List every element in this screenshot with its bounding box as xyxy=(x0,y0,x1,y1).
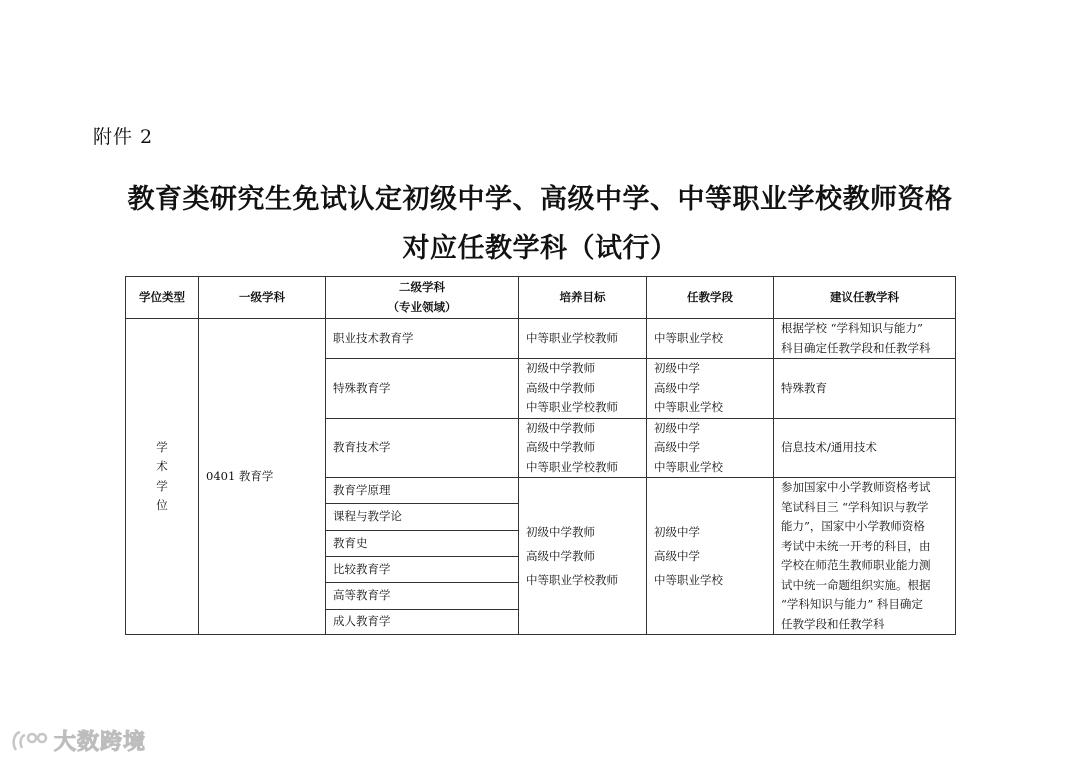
suggested-subject-line: 参加国家中小学教师资格考试 xyxy=(781,480,931,494)
second-discipline-cell: 成人教育学 xyxy=(326,609,519,634)
suggested-subject-cell xyxy=(774,319,956,359)
watermark-logo-icon xyxy=(10,726,50,756)
suggested-subject-line: 特殊教育 xyxy=(781,380,827,395)
training-goal-cell xyxy=(519,418,647,478)
training-goal-cell xyxy=(519,319,647,359)
watermark-text: 大数跨境 xyxy=(54,730,147,755)
training-goal-line: 初级中学教师 xyxy=(526,525,595,539)
suggested-subject-line: 学校在师范生教师职业能力测 xyxy=(781,558,931,572)
teaching-level-line: 中等职业学校 xyxy=(654,459,723,474)
header-training-goal: 培养目标 xyxy=(519,277,647,319)
document-title-line-1: 教育类研究生免试认定初级中学、高级中学、中等职业学校教师资格 xyxy=(127,184,953,215)
header-suggested-subject: 建议任教学科 xyxy=(774,277,956,319)
teaching-level-line: 中等职业学校 xyxy=(654,330,723,345)
table-row xyxy=(126,319,956,359)
training-goal-line: 初级中学教师 xyxy=(526,420,595,435)
teaching-level-line: 初级中学 xyxy=(654,420,700,435)
degree-type-char: 术 xyxy=(156,459,168,473)
suggested-subject-line: “学科知识与能力” 科目确定 xyxy=(781,597,923,611)
teaching-level-line: 高级中学 xyxy=(654,549,700,563)
training-goal-line: 中等职业学校教师 xyxy=(526,459,618,474)
training-goal-cell xyxy=(519,359,647,419)
header-degree-type: 学位类型 xyxy=(126,277,199,319)
second-discipline-cell: 教育技术学 xyxy=(326,418,519,478)
second-discipline-cell: 课程与教学论 xyxy=(326,504,519,530)
degree-type-char: 学 xyxy=(156,439,168,454)
training-goal-line: 高级中学教师 xyxy=(526,549,595,563)
suggested-subject-cell xyxy=(774,359,956,419)
header-second-discipline-sub: （专业领域） xyxy=(387,299,457,314)
header-teaching-level: 任教学段 xyxy=(647,277,774,319)
teaching-level-cell xyxy=(647,359,774,419)
teaching-level-line: 高级中学 xyxy=(654,380,700,395)
training-goal-line: 中等职业学校教师 xyxy=(526,330,618,345)
first-discipline-cell: 0401 教育学 xyxy=(199,319,326,635)
header-second-discipline-label: 二级学科 xyxy=(399,280,445,294)
subject-table xyxy=(125,276,956,635)
suggested-subject-cell xyxy=(774,478,956,635)
attachment-label: 附件 2 xyxy=(93,126,154,148)
suggested-subject-line: 根据学校 “学科知识与能力” xyxy=(781,321,923,335)
second-discipline-cell: 高等教育学 xyxy=(326,583,519,609)
table-header-row xyxy=(126,277,956,319)
suggested-subject-line: 任教学段和任教学科 xyxy=(781,616,885,631)
training-goal-line: 高级中学教师 xyxy=(526,440,595,454)
watermark xyxy=(10,725,146,756)
second-discipline-cell: 比较教育学 xyxy=(326,556,519,582)
training-goal-line: 初级中学教师 xyxy=(526,361,595,375)
degree-type-char: 学 xyxy=(156,478,168,493)
document-title-line-2: 对应任教学科（试行） xyxy=(402,233,678,264)
teaching-level-line: 高级中学 xyxy=(654,440,700,454)
suggested-subject-line: 信息技术/通用技术 xyxy=(781,440,877,454)
suggested-subject-line: 科目确定任教学段和任教学科 xyxy=(781,340,931,355)
suggested-subject-line: 能力”，国家中小学教师资格 xyxy=(781,519,925,533)
suggested-subject-line: 试中统一命题组织实施。根据 xyxy=(781,577,931,592)
suggested-subject-cell xyxy=(774,418,956,478)
teaching-level-line: 中等职业学校 xyxy=(654,573,723,587)
teaching-level-cell xyxy=(647,478,774,635)
second-discipline-cell: 教育史 xyxy=(326,530,519,556)
second-discipline-cell: 特殊教育学 xyxy=(326,359,519,419)
training-goal-cell xyxy=(519,478,647,635)
suggested-subject-line: 笔试科目三 “学科知识与教学 xyxy=(781,499,929,514)
teaching-level-cell xyxy=(647,319,774,359)
degree-type-cell xyxy=(126,319,199,635)
training-goal-line: 高级中学教师 xyxy=(526,380,595,395)
header-second-discipline xyxy=(326,277,519,319)
second-discipline-cell: 职业技术教育学 xyxy=(326,319,519,359)
teaching-level-line: 初级中学 xyxy=(654,525,700,539)
suggested-subject-line: 考试中未统一开考的科目，由 xyxy=(781,538,931,553)
teaching-level-line: 中等职业学校 xyxy=(654,400,723,414)
teaching-level-cell xyxy=(647,418,774,478)
second-discipline-cell: 教育学原理 xyxy=(326,478,519,504)
training-goal-line: 中等职业学校教师 xyxy=(526,400,618,414)
degree-type-char: 位 xyxy=(156,498,168,512)
training-goal-line: 中等职业学校教师 xyxy=(526,573,618,587)
teaching-level-line: 初级中学 xyxy=(654,361,700,375)
header-first-discipline: 一级学科 xyxy=(199,277,326,319)
